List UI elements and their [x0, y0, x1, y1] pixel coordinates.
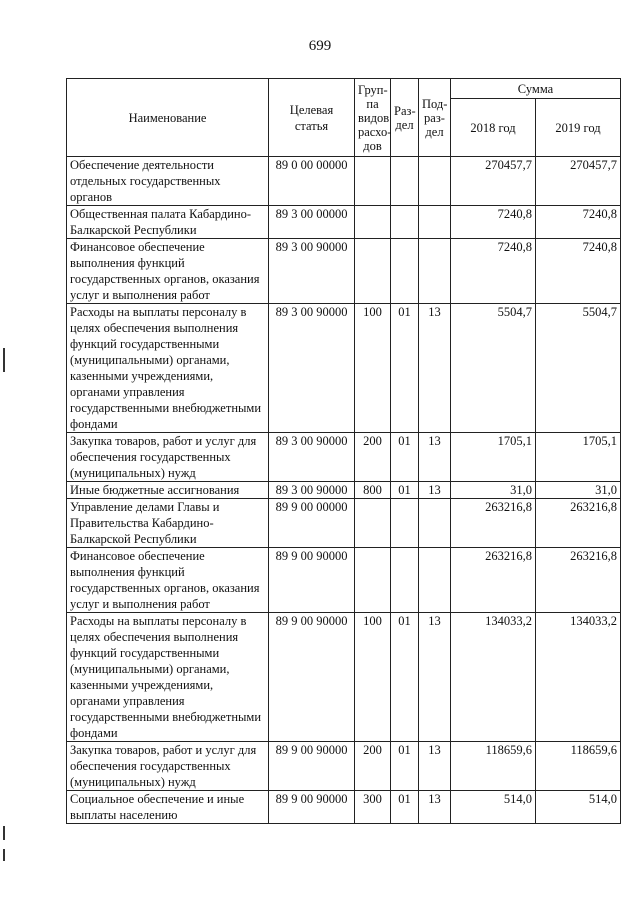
row-target-code: 89 9 00 00000 [269, 499, 355, 548]
row-target-code: 89 3 00 90000 [269, 239, 355, 304]
row-target-code: 89 0 00 00000 [269, 157, 355, 206]
table-row [67, 482, 621, 499]
row-sum-2018: 31,0 [451, 482, 536, 499]
row-section: 01 [391, 742, 419, 791]
row-sum-2018: 7240,8 [451, 239, 536, 304]
row-name: Обеспечение деятельности отдельных государственных органов [67, 157, 269, 206]
row-sum-2019: 134033,2 [536, 613, 621, 742]
row-subsection [419, 239, 451, 304]
page-number: 699 [308, 38, 332, 54]
row-sum-2018: 263216,8 [451, 499, 536, 548]
row-sum-2019: 7240,8 [536, 206, 621, 239]
row-subsection: 13 [419, 791, 451, 824]
row-group [355, 239, 391, 304]
row-sum-2018: 263216,8 [451, 548, 536, 613]
row-sum-2019: 514,0 [536, 791, 621, 824]
row-sum-2019: 270457,7 [536, 157, 621, 206]
row-group: 100 [355, 613, 391, 742]
table-row [67, 239, 621, 304]
table-row [67, 433, 621, 482]
row-name: Социальное обеспечение и иные выплаты населению [67, 791, 269, 824]
row-sum-2018: 118659,6 [451, 742, 536, 791]
header-target: Целевая статья [269, 79, 355, 157]
row-sum-2018: 5504,7 [451, 304, 536, 433]
row-section: 01 [391, 304, 419, 433]
row-name: Расходы на выплаты персоналу в целях обеспечения выполнения функций государственными (муниципальными) органами, казенными учреждениями, органами управления государственными внебюджетными фондами [67, 304, 269, 433]
row-section: 01 [391, 433, 419, 482]
row-section: 01 [391, 613, 419, 742]
header-group: Груп-па видов расхо-дов [355, 79, 391, 157]
margin-mark [3, 348, 5, 372]
row-group: 800 [355, 482, 391, 499]
header-subsection: Под-раз-дел [419, 79, 451, 157]
row-group [355, 206, 391, 239]
row-sum-2018: 270457,7 [451, 157, 536, 206]
table-row [67, 157, 621, 206]
margin-mark [3, 849, 5, 861]
row-group: 300 [355, 791, 391, 824]
row-subsection [419, 157, 451, 206]
row-group [355, 157, 391, 206]
row-name: Управление делами Главы и Правительства Кабардино-Балкарской Республики [67, 499, 269, 548]
header-year-2018: 2018 год [451, 99, 536, 157]
row-subsection: 13 [419, 613, 451, 742]
row-target-code: 89 3 00 90000 [269, 304, 355, 433]
row-name: Общественная палата Кабардино-Балкарской Республики [67, 206, 269, 239]
table-row [67, 548, 621, 613]
row-target-code: 89 9 00 90000 [269, 548, 355, 613]
margin-mark [3, 826, 5, 840]
table-row [67, 499, 621, 548]
row-subsection [419, 206, 451, 239]
row-sum-2019: 1705,1 [536, 433, 621, 482]
budget-table [66, 78, 621, 824]
row-target-code: 89 3 00 90000 [269, 482, 355, 499]
row-subsection: 13 [419, 742, 451, 791]
row-group: 200 [355, 742, 391, 791]
table-row [67, 742, 621, 791]
row-subsection: 13 [419, 433, 451, 482]
table-row [67, 304, 621, 433]
row-target-code: 89 9 00 90000 [269, 742, 355, 791]
row-sum-2019: 31,0 [536, 482, 621, 499]
row-name: Закупка товаров, работ и услуг для обеспечения государственных (муниципальных) нужд [67, 742, 269, 791]
table-row [67, 791, 621, 824]
row-section [391, 157, 419, 206]
row-subsection: 13 [419, 304, 451, 433]
row-name: Финансовое обеспечение выполнения функций государственных органов, оказания услуг и выполнения работ [67, 239, 269, 304]
row-subsection [419, 499, 451, 548]
row-sum-2018: 514,0 [451, 791, 536, 824]
header-year-2019: 2019 год [536, 99, 621, 157]
row-sum-2019: 7240,8 [536, 239, 621, 304]
row-target-code: 89 9 00 90000 [269, 791, 355, 824]
row-group [355, 548, 391, 613]
header-name: Наименование [67, 79, 269, 157]
row-sum-2019: 263216,8 [536, 499, 621, 548]
row-sum-2019: 118659,6 [536, 742, 621, 791]
row-group [355, 499, 391, 548]
row-name: Расходы на выплаты персоналу в целях обеспечения выполнения функций государственными (муниципальными) органами, казенными учреждениями, органами управления государственными внебюджетными фондами [67, 613, 269, 742]
row-group: 100 [355, 304, 391, 433]
row-section: 01 [391, 482, 419, 499]
row-sum-2018: 134033,2 [451, 613, 536, 742]
table-row [67, 613, 621, 742]
row-section [391, 206, 419, 239]
header-sum: Сумма [451, 79, 621, 99]
row-section [391, 499, 419, 548]
row-name: Закупка товаров, работ и услуг для обеспечения государственных (муниципальных) нужд [67, 433, 269, 482]
row-sum-2018: 7240,8 [451, 206, 536, 239]
row-target-code: 89 9 00 90000 [269, 613, 355, 742]
row-sum-2019: 5504,7 [536, 304, 621, 433]
row-sum-2019: 263216,8 [536, 548, 621, 613]
row-section: 01 [391, 791, 419, 824]
row-sum-2018: 1705,1 [451, 433, 536, 482]
row-name: Иные бюджетные ассигнования [67, 482, 269, 499]
row-group: 200 [355, 433, 391, 482]
row-target-code: 89 3 00 90000 [269, 433, 355, 482]
header-section: Раз-дел [391, 79, 419, 157]
row-target-code: 89 3 00 00000 [269, 206, 355, 239]
row-section [391, 548, 419, 613]
row-subsection [419, 548, 451, 613]
row-section [391, 239, 419, 304]
row-subsection: 13 [419, 482, 451, 499]
row-name: Финансовое обеспечение выполнения функций государственных органов, оказания услуг и выполнения работ [67, 548, 269, 613]
table-row [67, 206, 621, 239]
